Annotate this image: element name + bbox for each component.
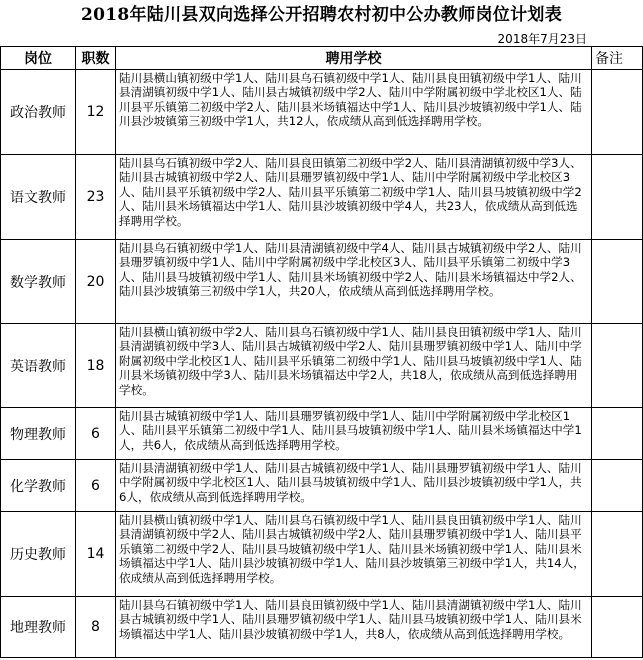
table-row (1, 408, 643, 460)
count-cell[interactable]: 6 (76, 460, 116, 512)
table-row (1, 512, 643, 597)
count-cell[interactable]: 23 (76, 155, 116, 240)
date-label: 2018年7月23日 (497, 32, 587, 46)
position-cell[interactable]: 地理教师 (1, 597, 76, 658)
recruitment-plan-table (0, 46, 643, 658)
note-cell[interactable] (592, 155, 643, 240)
count-cell[interactable]: 12 (76, 70, 116, 155)
table-row (1, 324, 643, 408)
schools-cell[interactable]: 陆川县横山镇初级中学1人、陆川县乌石镇初级中学1人、陆川县良田镇初级中学1人、陆川县清湖镇初级中学1人、陆川县古城镇初级中学2人、陆川中学附属初级中学北校区1人、陆川县平乐镇第二初级中学2人、陆川县米场镇福达中学1人、陆川县沙坡镇初级中学1人、陆川县沙坡镇第三初级中学1人，共12人，依成绩从高到低选择聘用学校。 (116, 70, 592, 155)
count-cell[interactable]: 8 (76, 597, 116, 658)
note-cell[interactable] (592, 70, 643, 155)
schools-cell[interactable]: 陆川县横山镇初级中学1人、陆川县乌石镇初级中学1人、陆川县良田镇初级中学1人、陆川县清湖镇初级中学2人、陆川县古城镇初级中学2人、陆川县珊罗镇初级中学1人、陆川县平乐镇第二初级中学2人、陆川县马坡镇初级中学1人、陆川县米场镇初级中学1人、陆川县米场镇福达中学1人、陆川县沙坡镇初级中学1人、陆川县沙坡镇第三初级中学1人，共14人，依成绩从高到低选择聘用学校。 (116, 512, 592, 597)
header-count: 职数 (76, 47, 116, 70)
header-note: 备注 (592, 47, 643, 70)
position-cell[interactable]: 数学教师 (1, 240, 76, 324)
position-cell[interactable]: 英语教师 (1, 324, 76, 408)
note-cell[interactable] (592, 460, 643, 512)
schools-cell[interactable]: 陆川县乌石镇初级中学1人、陆川县良田镇初级中学1人、陆川县清湖镇初级中学1人、陆川县古城镇初级中学1人、陆川县珊罗镇初级中学1人、陆川县马坡镇初级中学1人、陆川县米场镇福达中学1人、陆川县沙坡镇初级中学1人，共8人，依成绩从高到低选择聘用学校。 (116, 597, 592, 658)
position-cell[interactable]: 物理教师 (1, 408, 76, 460)
note-cell[interactable] (592, 512, 643, 597)
note-cell[interactable] (592, 597, 643, 658)
note-cell[interactable] (592, 408, 643, 460)
position-cell[interactable]: 语文教师 (1, 155, 76, 240)
table-row (1, 460, 643, 512)
page-title: 2018年陆川县双向选择公开招聘农村初中公办教师岗位计划表 (80, 5, 562, 25)
schools-cell[interactable]: 陆川县清湖镇初级中学1人、陆川县古城镇初级中学1人、陆川县珊罗镇初级中学1人、陆川中学附属初级中学北校区1人、陆川县马坡镇初级中学1人、陆川县沙坡镇初级中学1人，共6人，依成绩从高到低选择聘用学校。 (116, 460, 592, 512)
count-cell[interactable]: 20 (76, 240, 116, 324)
note-cell[interactable] (592, 324, 643, 408)
count-cell[interactable]: 18 (76, 324, 116, 408)
position-cell[interactable]: 政治教师 (1, 70, 76, 155)
count-cell[interactable]: 14 (76, 512, 116, 597)
header-schools: 聘用学校 (116, 47, 592, 70)
count-cell[interactable]: 6 (76, 408, 116, 460)
position-cell[interactable]: 历史教师 (1, 512, 76, 597)
position-cell[interactable]: 化学教师 (1, 460, 76, 512)
schools-cell[interactable]: 陆川县横山镇初级中学2人、陆川县乌石镇初级中学1人、陆川县良田镇初级中学1人、陆川县清湖镇初级中学3人、陆川县古城镇初级中学2人、陆川县珊罗镇初级中学1人、陆川中学附属初级中学北校区1人、陆川县平乐镇第二初级中学1人、陆川县马坡镇初级中学1人、陆川县米场镇初级中学3人、陆川县米场镇福达中学2人，共18人，依成绩从高到低选择聘用学校。 (116, 324, 592, 408)
schools-cell[interactable]: 陆川县古城镇初级中学1人、陆川县珊罗镇初级中学1人、陆川中学附属初级中学北校区1人、陆川县平乐镇第二初级中学1人、陆川县马坡镇初级中学1人、陆川县米场镇福达中学1人，共6人，依成绩从高到低选择聘用学校。 (116, 408, 592, 460)
table-row (1, 597, 643, 658)
schools-cell[interactable]: 陆川县乌石镇初级中学2人、陆川县良田镇第二初级中学2人、陆川县清湖镇初级中学3人、陆川县古城镇初级中学2人、陆川县珊罗镇初级中学1人、陆川中学附属初级中学北校区3人、陆川县平乐镇初级中学2人、陆川县平乐镇第二初级中学1人、陆川县马坡镇初级中学2人、陆川县米场镇福达中学1人、陆川县沙坡镇初级中学4人，共23人，依成绩从高到低选择聘用学校。 (116, 155, 592, 240)
table-header-row (1, 47, 643, 70)
note-cell[interactable] (592, 240, 643, 324)
schools-cell[interactable]: 陆川县乌石镇初级中学1人、陆川县清湖镇初级中学4人、陆川县古城镇初级中学2人、陆川县珊罗镇初级中学1人、陆川中学附属初级中学北校区3人、陆川县平乐镇第二初级中学3人、陆川县马坡镇初级中学1人、陆川县米场镇初级中学2人、陆川县米场镇福达中学2人、陆川县沙坡镇第三初级中学1人，共20人，依成绩从高到低选择聘用学校。 (116, 240, 592, 324)
header-position: 岗位 (1, 47, 76, 70)
table-row (1, 240, 643, 324)
table-row (1, 70, 643, 155)
table-row (1, 155, 643, 240)
